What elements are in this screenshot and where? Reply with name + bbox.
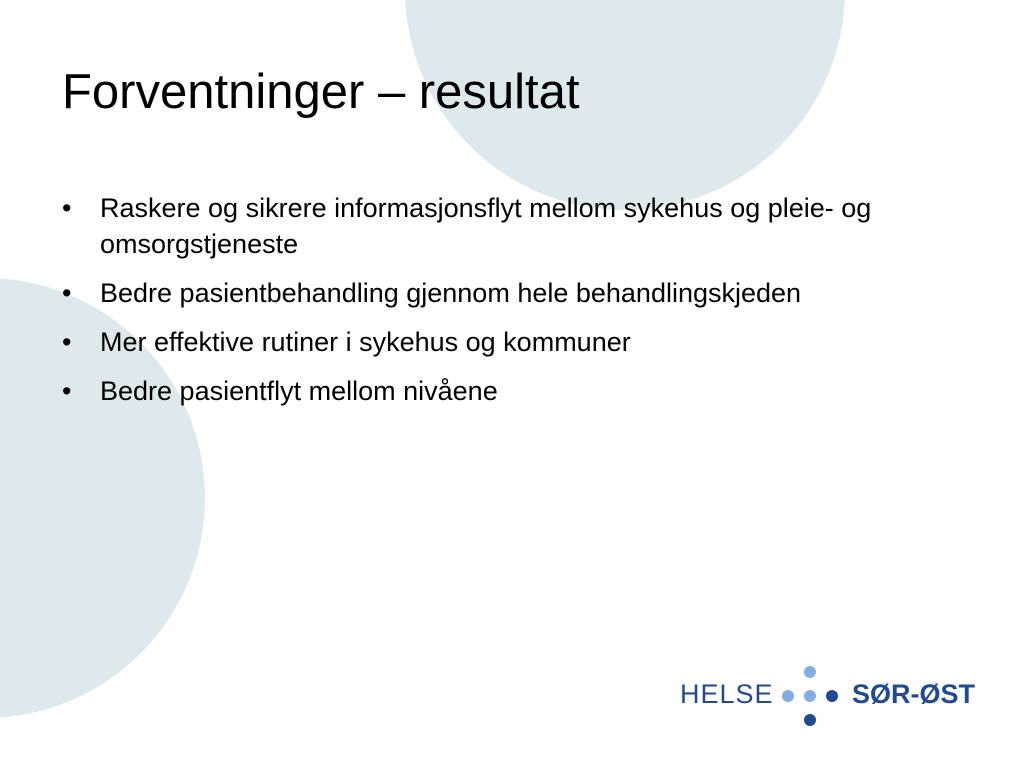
bullet-text: Mer effektive rutiner i sykehus og kommuner xyxy=(100,327,631,357)
bullet-item xyxy=(62,275,922,311)
bullet-text: Bedre pasientflyt mellom nivåene xyxy=(100,376,498,406)
dot-cross-icon xyxy=(778,664,842,728)
logo-dot-right xyxy=(826,690,838,702)
bullet-text: Raskere og sikrere informasjonsflyt mellom sykehus og pleie- og omsorgstjeneste xyxy=(100,193,872,259)
bullet-icon: • xyxy=(62,278,72,308)
bullet-item xyxy=(62,190,922,262)
logo-text-helse: HELSE xyxy=(680,679,774,709)
bullet-item xyxy=(62,324,922,360)
logo-text-sor-ost: SØR-ØST xyxy=(852,679,976,709)
slide-title: Forventninger – resultat xyxy=(62,65,580,119)
bullet-icon: • xyxy=(62,376,72,406)
logo-dot-bottom xyxy=(804,714,816,726)
logo-dot-left xyxy=(782,690,794,702)
bullet-list xyxy=(62,190,922,422)
bullet-icon: • xyxy=(62,193,72,223)
logo-dot-top xyxy=(804,666,816,678)
logo-dot-center xyxy=(804,690,816,702)
helse-sor-ost-logo xyxy=(680,660,980,730)
bullet-item xyxy=(62,373,922,409)
bullet-text: Bedre pasientbehandling gjennom hele behandlingskjeden xyxy=(100,278,802,308)
bullet-icon: • xyxy=(62,327,72,357)
